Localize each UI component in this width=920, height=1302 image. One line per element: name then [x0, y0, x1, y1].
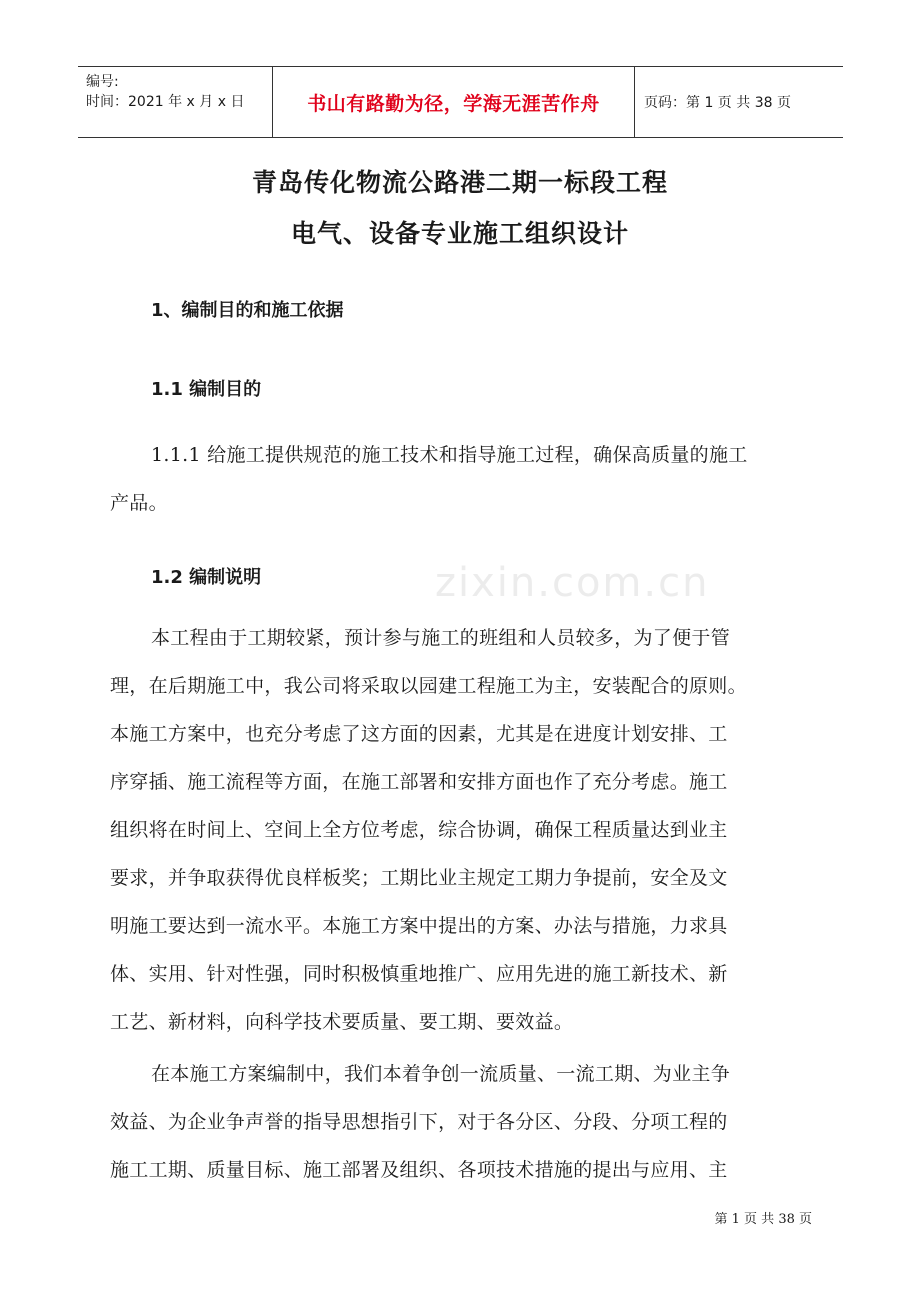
header-meta [78, 67, 273, 137]
document-title-line2: 电气、设备专业施工组织设计 [290, 219, 629, 248]
paragraph-line: 产品。 [110, 492, 168, 514]
paragraph-line: 序穿插、施工流程等方面，在施工部署和安排方面也作了充分考虑。施工 [110, 771, 728, 793]
document-time-label: 时间：2021 年 x 月 x 日 [86, 94, 245, 110]
section-heading-1-1: 1.1 编制目的 [151, 379, 262, 400]
paragraph-line: 要求，并争取获得优良样板奖；工期比业主规定工期力争提前，安全及文 [110, 867, 728, 889]
paragraph-line: 在本施工方案编制中，我们本着争创一流质量、一流工期、为业主争 [151, 1063, 731, 1085]
header-page-number: 页码：第 1 页 共 38 页 [644, 95, 791, 111]
paragraph-line: 效益、为企业争声誉的指导思想指引下，对于各分区、分段、分项工程的 [110, 1111, 728, 1133]
paragraph-line: 组织将在时间上、空间上全方位考虑，综合协调，确保工程质量达到业主 [110, 819, 728, 841]
paragraph-line: 体、实用、针对性强，同时积极慎重地推广、应用先进的施工新技术、新 [110, 963, 728, 985]
paragraph-description-b [110, 1050, 814, 1194]
paragraph-line: 工艺、新材料，向科学技术要质量、要工期、要效益。 [110, 1011, 574, 1033]
paragraph-line: 施工工期、质量目标、施工部署及组织、各项技术措施的提出与应用、主 [110, 1159, 728, 1181]
paragraph-line: 本工程由于工期较紧，预计参与施工的班组和人员较多，为了便于管 [151, 627, 731, 649]
page-header [78, 66, 843, 138]
paragraph-line: 理，在后期施工中，我公司将采取以园建工程施工为主，安装配合的原则。 [110, 675, 747, 697]
header-page-cell [635, 67, 843, 137]
paragraph-1-1-1 [110, 431, 814, 527]
paragraph-line: 明施工要达到一流水平。本施工方案中提出的方案、办法与措施，力求具 [110, 915, 728, 937]
header-motto: 书山有路勤为径，学海无涯苦作舟 [307, 92, 600, 115]
paragraph-line: 本施工方案中，也充分考虑了这方面的因素，尤其是在进度计划安排、工 [110, 723, 728, 745]
paragraph-line: 1.1.1 给施工提供规范的施工技术和指导施工过程，确保高质量的施工 [151, 444, 748, 466]
watermark: zixin.com.cn [435, 560, 710, 606]
document-title-line1: 青岛传化物流公路港二期一标段工程 [251, 168, 668, 197]
header-motto-cell [273, 67, 635, 137]
document-number-label: 编号: [86, 74, 119, 90]
paragraph-description-a [110, 614, 814, 1046]
page-footer: 第 1 页 共 38 页 [714, 1212, 812, 1227]
section-heading-1-2: 1.2 编制说明 [151, 567, 262, 588]
section-heading-1: 1、编制目的和施工依据 [151, 300, 344, 321]
